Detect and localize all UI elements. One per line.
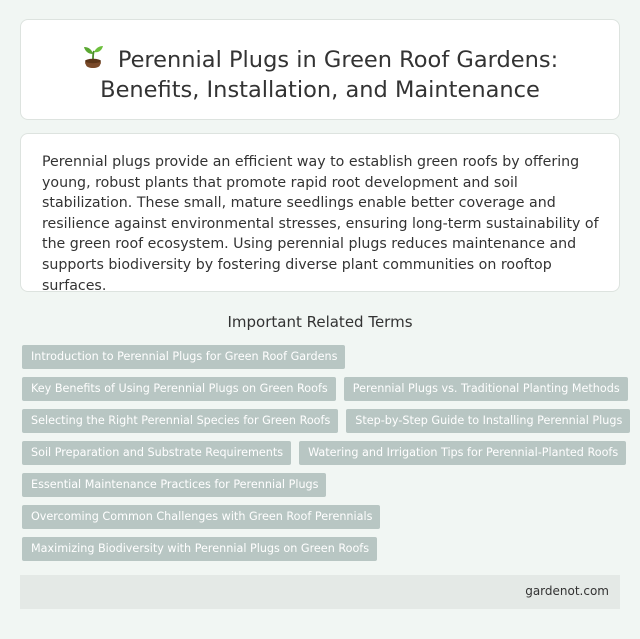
tag-row: [22, 441, 622, 465]
tag-row: [22, 473, 622, 497]
tag-link[interactable]: Soil Preparation and Substrate Requirements: [22, 441, 291, 465]
tag-link[interactable]: Key Benefits of Using Perennial Plugs on Green Roofs: [22, 377, 336, 401]
tag-link[interactable]: Overcoming Common Challenges with Green Roof Perennials: [22, 505, 380, 529]
related-terms-heading: Important Related Terms: [227, 313, 413, 331]
tag-row: [22, 345, 622, 369]
tag-link[interactable]: Step-by-Step Guide to Installing Perennial Plugs: [346, 409, 630, 433]
tag-row: [22, 537, 622, 561]
tag-link[interactable]: Maximizing Biodiversity with Perennial Plugs on Green Roofs: [22, 537, 377, 561]
intro-card: [20, 133, 620, 292]
tag-row: [22, 409, 622, 433]
tag-link[interactable]: Perennial Plugs vs. Traditional Planting Methods: [344, 377, 628, 401]
title-card: [20, 19, 620, 120]
tag-row: [22, 377, 622, 401]
tag-link[interactable]: Watering and Irrigation Tips for Perennial-Planted Roofs: [299, 441, 626, 465]
footer: [20, 575, 620, 609]
tag-link[interactable]: Essential Maintenance Practices for Perennial Plugs: [22, 473, 326, 497]
intro-paragraph: Perennial plugs provide an efficient way to establish green roofs by offering young, robust plants that promote rapid root development and soil stabilization. These small, mature seedlings enable better coverage and resilience against environmental stresses, ensuring long-term sustainability of the green roof ecosystem. Using perennial plugs reduces maintenance and supports biodiversity by fostering diverse plant communities on rooftop surfaces.: [42, 154, 599, 294]
tag-link[interactable]: Introduction to Perennial Plugs for Green Roof Gardens: [22, 345, 345, 369]
title-line-2: Benefits, Installation, and Maintenance: [100, 77, 540, 103]
tag-row: [22, 505, 622, 529]
footer-site-name: gardenot.com: [525, 584, 609, 598]
tag-link[interactable]: Selecting the Right Perennial Species for Green Roofs: [22, 409, 338, 433]
related-terms-list: [22, 345, 622, 569]
sprout-icon: [82, 45, 104, 71]
page-title: [21, 45, 619, 105]
title-line-1: Perennial Plugs in Green Roof Gardens:: [117, 47, 559, 73]
